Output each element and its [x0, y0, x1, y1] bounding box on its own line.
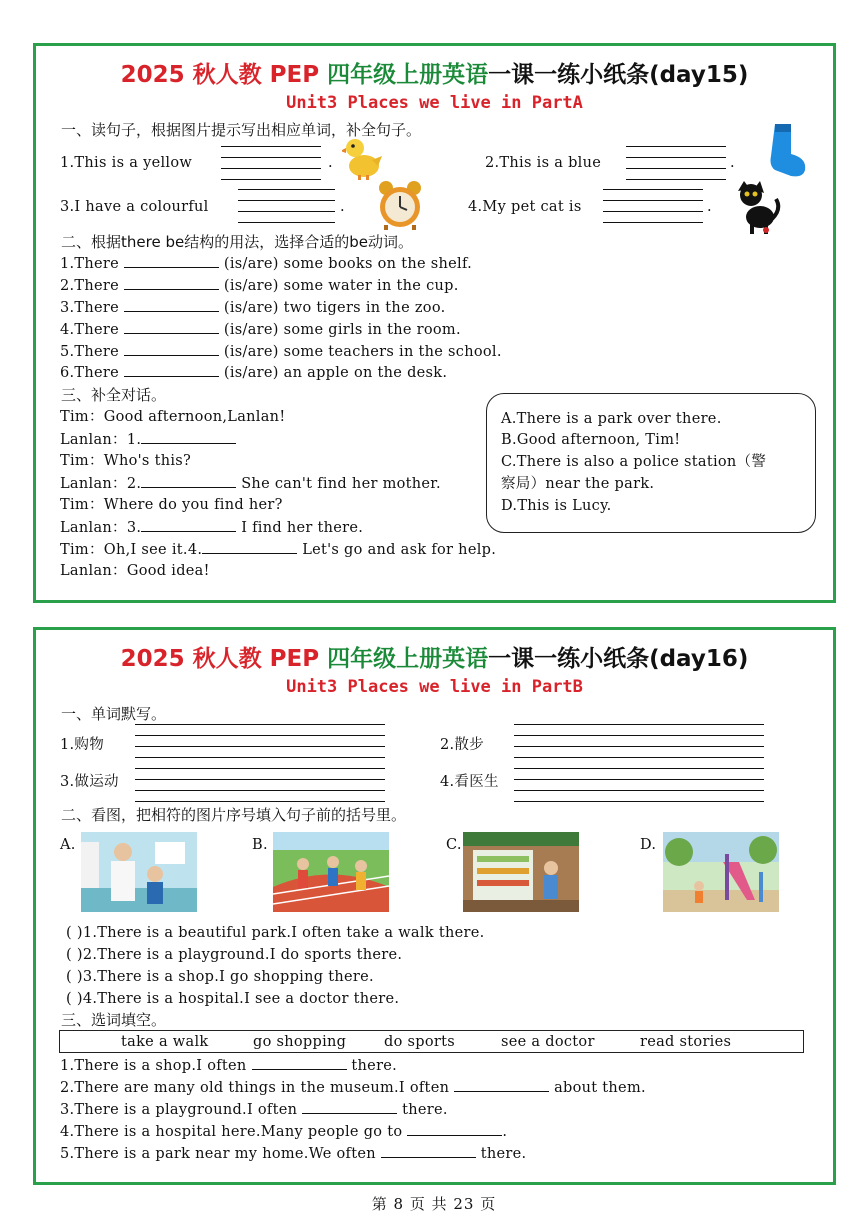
option-d: D.This is Lucy. [501, 498, 612, 514]
card2-sec1-item3: 3.做运动 [60, 774, 119, 790]
pic-label-a: A. [60, 837, 76, 853]
word-bank-item: do sports [384, 1034, 455, 1050]
pic-label-d: D. [640, 837, 657, 853]
dialog-line: Lanlan：1. [60, 430, 236, 449]
page-footer: 第 8 页 共 23 页 [371, 1195, 497, 1213]
card1-sec1-heading: 一、读句子，根据图片提示写出相应单词，补全句子。 [61, 121, 422, 139]
writing-line [135, 724, 385, 725]
writing-line [238, 189, 335, 190]
writing-line [135, 790, 385, 791]
black-cat-icon [732, 179, 782, 237]
writing-line [514, 801, 764, 802]
match-item3: ( )3.There is a shop.I go shopping there. [66, 969, 374, 985]
writing-line [603, 211, 703, 212]
card2-title: 2025 秋人教 PEP 四年级上册英语一课一练小纸条(day16) [120, 646, 749, 672]
word-bank-item: go shopping [253, 1034, 347, 1050]
writing-line [135, 768, 385, 769]
card1-sec1-item4: 4.My pet cat is [468, 199, 582, 215]
worksheet-day15: 2025 秋人教 PEP 四年级上册英语一课一练小纸条(day15) Unit3 Places we live in PartA 一、读句子，根据图片提示写出相应单词，补全句子。 1.This is a yellow . 2.This is a blue . 3.I have a colourful . 4.My pet cat is . 二、根据there be结构的用法，选择合适的be动词。 1.There (is/are) some books on the shelf. 2.There (is/are) some water in the cup. 3.There (is/are) two tigers in the zoo. 4.There (is/are) some girls in the room. 5.There (is/are) some teachers in the school. 6.There (is/are) an apple on the desk. 三、补全对话。 Tim：Good afternoon,Lanlan! Lanlan：1. Tim：Who's this? Lanlan：2. She can't find her mother. Tim：Where do you find her? Lanlan：3. I find her there. Tim：Oh,I see it.4. Let's go and ask for help. Lanlan：Good idea! A.There is a park over there. B.Good afternoon, Tim! C.There is also a police station（警 察局）near the park. D.This is Lucy. [33, 43, 836, 603]
card1-subtitle: Unit3 Places we live in PartA [286, 93, 583, 113]
writing-line [603, 189, 703, 190]
writing-line [514, 768, 764, 769]
writing-line [514, 735, 764, 736]
writing-line [514, 757, 764, 758]
alarm-clock-icon [376, 179, 424, 231]
fill-item4: 4.There is a hospital here.Many people go to . [60, 1124, 508, 1140]
card2-sec1-item2: 2.散步 [440, 737, 485, 753]
writing-line [626, 157, 726, 158]
writing-line [221, 168, 321, 169]
writing-line [135, 801, 385, 802]
writing-line [135, 746, 385, 747]
writing-line [221, 179, 321, 180]
option-c-cont: 察局）near the park. [501, 476, 655, 492]
dialog-line: Tim：Good afternoon,Lanlan! [60, 409, 286, 425]
card1-sec2-item5: 5.There (is/are) some teachers in the school. [60, 344, 502, 360]
card1-title: 2025 秋人教 PEP 四年级上册英语一课一练小纸条(day15) [120, 62, 749, 88]
writing-line [135, 757, 385, 758]
card1-sec1-item2: 2.This is a blue [485, 155, 602, 171]
card2-sec1-item1: 1.购物 [60, 737, 105, 753]
card2-sec3-heading: 三、选词填空。 [61, 1011, 167, 1029]
writing-line [626, 179, 726, 180]
dialog-line: Lanlan：2. She can't find her mother. [60, 476, 441, 492]
card1-sec2-heading: 二、根据there be结构的用法，选择合适的be动词。 [61, 233, 413, 251]
card2-sec1-item4: 4.看医生 [440, 774, 499, 790]
hospital-picture [81, 832, 197, 912]
writing-line [514, 724, 764, 725]
writing-line [514, 779, 764, 780]
duck-icon [342, 134, 382, 180]
shop-picture [463, 832, 579, 912]
option-a: A.There is a park over there. [501, 411, 722, 427]
park-picture [663, 832, 779, 912]
card1-sec2-item3: 3.There (is/are) two tigers in the zoo. [60, 300, 446, 316]
card1-sec3-heading: 三、补全对话。 [61, 386, 167, 404]
writing-line [626, 146, 726, 147]
fill-item5: 5.There is a park near my home.We often there. [60, 1146, 527, 1162]
option-b: B.Good afternoon, Tim! [501, 432, 681, 448]
match-item1: ( )1.There is a beautiful park.I often take a walk there. [66, 925, 485, 941]
worksheet-day16 [33, 627, 836, 1185]
card2-sec1-heading: 一、单词默写。 [61, 705, 167, 723]
card2-sec2-heading: 二、看图，把相符的图片序号填入句子前的括号里。 [61, 806, 407, 824]
writing-line [135, 779, 385, 780]
word-bank-item: take a walk [121, 1034, 209, 1050]
writing-line [603, 222, 703, 223]
writing-line [135, 735, 385, 736]
dialog-line: Tim：Who's this? [60, 453, 192, 469]
match-item2: ( )2.There is a playground.I do sports there. [66, 947, 403, 963]
match-item4: ( )4.There is a hospital.I see a doctor there. [66, 991, 400, 1007]
pic-label-b: B. [252, 837, 268, 853]
writing-line [238, 222, 335, 223]
word-bank-item: see a doctor [501, 1034, 595, 1050]
writing-line [626, 168, 726, 169]
writing-line [221, 146, 321, 147]
card1-sec2-item4: 4.There (is/are) some girls in the room. [60, 322, 461, 338]
fill-item1: 1.There is a shop.I often there. [60, 1058, 398, 1074]
dialog-line: Tim：Where do you find her? [60, 497, 283, 513]
writing-line [238, 211, 335, 212]
card1-sec2-item2: 2.There (is/are) some water in the cup. [60, 278, 459, 294]
card1-sec2-item6: 6.There (is/are) an apple on the desk. [60, 365, 448, 381]
writing-line [603, 200, 703, 201]
card1-sec2-item1: 1.There (is/are) some books on the shelf. [60, 256, 473, 272]
sock-icon [763, 120, 808, 180]
card2-subtitle: Unit3 Places we live in PartB [286, 677, 583, 697]
dialog-line: Lanlan：Good idea! [60, 563, 210, 579]
dialog-line: Tim：Oh,I see it.4. Let's go and ask for help. [60, 542, 497, 558]
word-bank-item: read stories [640, 1034, 732, 1050]
writing-line [514, 790, 764, 791]
card1-sec1-item3: 3.I have a colourful [60, 199, 209, 215]
writing-line [221, 157, 321, 158]
writing-line [514, 746, 764, 747]
pic-label-c: C. [446, 837, 462, 853]
fill-item2: 2.There are many old things in the museum.I often about them. [60, 1080, 646, 1096]
writing-line [238, 200, 335, 201]
fill-item3: 3.There is a playground.I often there. [60, 1102, 448, 1118]
card1-sec1-item1: 1.This is a yellow [60, 155, 193, 171]
playground-picture [273, 832, 389, 912]
option-c: C.There is also a police station（警 [501, 454, 767, 470]
dialog-line: Lanlan：3. I find her there. [60, 520, 364, 536]
